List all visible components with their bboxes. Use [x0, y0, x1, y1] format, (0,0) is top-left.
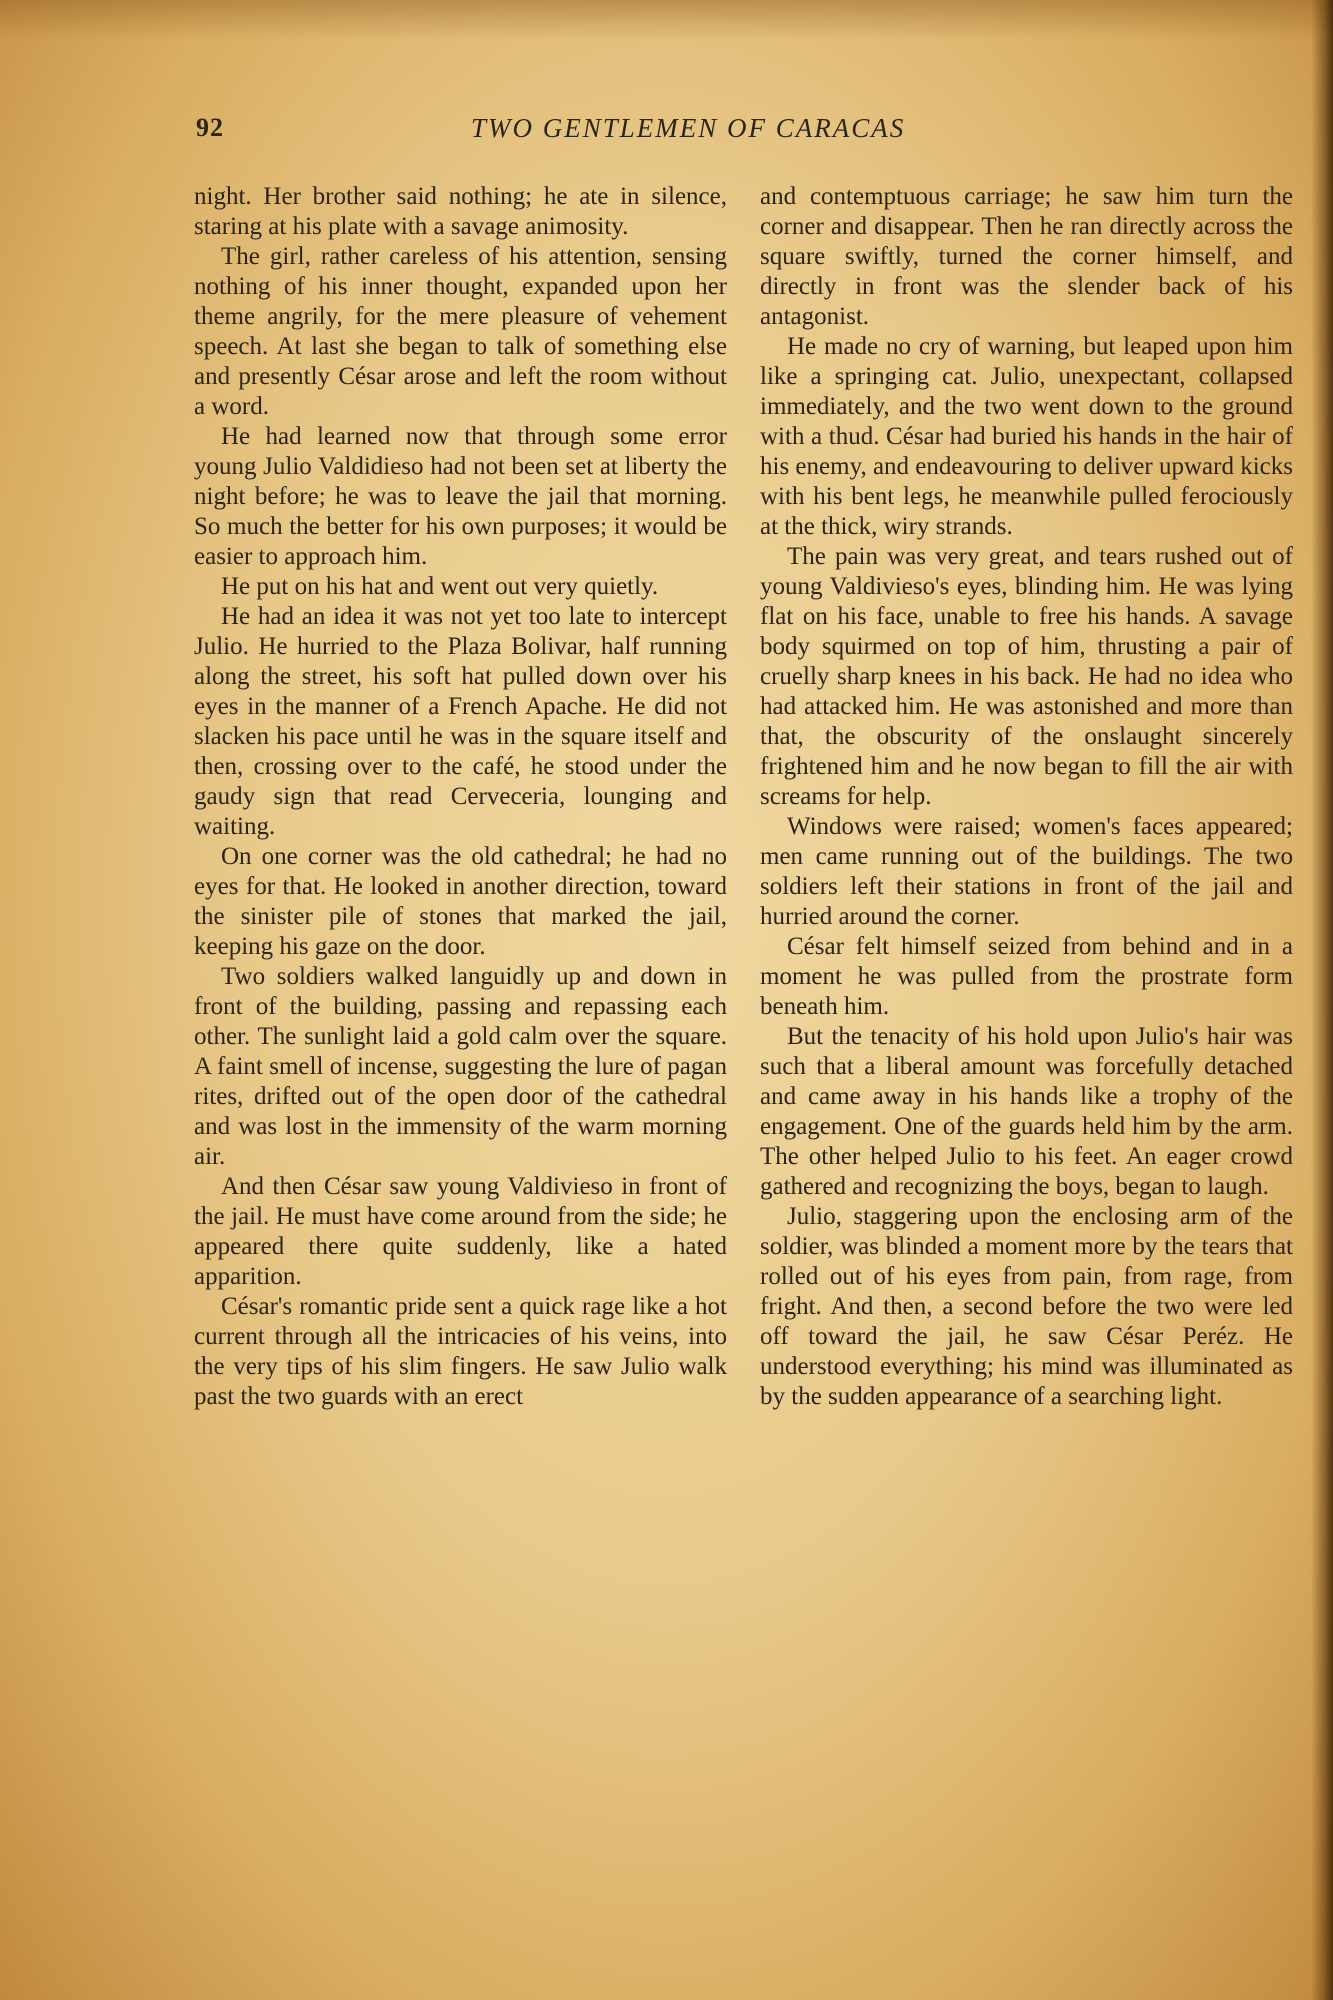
page-top-shadow: [0, 0, 1333, 40]
paragraph: He had an idea it was not yet too late to intercept Julio. He hurried to the Plaza Bolivar, half running along the street, his soft hat pulled down over his eyes in the manner of a French Apache. He did not slacken his pace until he was in the square itself and then, crossing over to the café, he stood under the gaudy sign that read Cerveceria, lounging and waiting.: [194, 603, 727, 840]
page-number: 92: [196, 113, 224, 142]
paragraph: He made no cry of warning, but leaped upon him like a springing cat. Julio, unexpectant, collapsed immediately, and the two went down to the ground with a thud. César had buried his hands in the hair of his enemy, and endeavouring to deliver upward kicks with his bent legs, he meanwhile pulled ferociously at the thick, wiry strands.: [760, 333, 1293, 540]
paragraph: On one corner was the old cathedral; he had no eyes for that. He looked in another direction, toward the sinister pile of stones that marked the jail, keeping his gaze on the door.: [194, 843, 727, 960]
paragraph: And then César saw young Valdivieso in front of the jail. He must have come around from the side; he appeared there quite suddenly, like a hated apparition.: [194, 1173, 727, 1290]
paragraph: The girl, rather careless of his attention, sensing nothing of his inner thought, expanded upon her theme angrily, for the mere pleasure of vehement speech. At last she began to talk of something else and presently César arose and left the room without a word.: [194, 243, 727, 420]
paragraph: The pain was very great, and tears rushed out of young Valdivieso's eyes, blinding him. He was lying flat on his face, unable to free his hands. A savage body squirmed on top of him, thrusting a pair of cruelly sharp knees in his back. He had no idea who had attacked him. He was astonished and more than that, the obscurity of the onslaught sincerely frightened him and he now began to fill the air with screams for help.: [760, 543, 1293, 810]
paragraph: night. Her brother said nothing; he ate in silence, staring at his plate with a savage animosity.: [194, 183, 727, 240]
page-edge-shadow: [1311, 0, 1333, 2000]
paragraph: Windows were raised; women's faces appeared; men came running out of the buildings. The two soldiers left their stations in front of the jail and hurried around the corner.: [760, 813, 1293, 930]
paragraph: But the tenacity of his hold upon Julio's hair was such that a liberal amount was forcefully detached and came away in his hands like a trophy of the engagement. One of the guards held him by the arm. The other helped Julio to his feet. An eager crowd gathered and recognizing the boys, began to laugh.: [760, 1023, 1293, 1200]
running-title: TWO GENTLEMEN OF CARACAS: [471, 113, 906, 143]
right-column: [760, 182, 1293, 1412]
paragraph: César's romantic pride sent a quick rage like a hot current through all the intricacies of his veins, into the very tips of his slim fingers. He saw Julio walk past the two guards with an erect: [194, 1293, 727, 1410]
paragraph: He had learned now that through some error young Julio Valdidieso had not been set at liberty the night before; he was to leave the jail that morning. So much the better for his own purposes; it would be easier to approach him.: [194, 423, 727, 570]
paragraph: Two soldiers walked languidly up and down in front of the building, passing and repassing each other. The sunlight laid a gold calm over the square. A faint smell of incense, suggesting the lure of pagan rites, drifted out of the open door of the cathedral and was lost in the immensity of the warm morning air.: [194, 963, 727, 1170]
paragraph: Julio, staggering upon the enclosing arm of the soldier, was blinded a moment more by the tears that rolled out of his eyes from pain, from rage, from fright. And then, a second before the two were led off toward the jail, he saw César Peréz. He understood everything; his mind was illuminated as by the sudden appearance of a searching light.: [760, 1203, 1293, 1410]
page-header: [196, 113, 1256, 149]
paragraph: César felt himself seized from behind and in a moment he was pulled from the prostrate form beneath him.: [760, 933, 1293, 1020]
paragraph: and contemptuous carriage; he saw him turn the corner and disappear. Then he ran directly across the square swiftly, turned the corner himself, and directly in front was the slender back of his antagonist.: [760, 183, 1293, 330]
left-column: [194, 182, 727, 1412]
paragraph: He put on his hat and went out very quietly.: [221, 573, 659, 600]
